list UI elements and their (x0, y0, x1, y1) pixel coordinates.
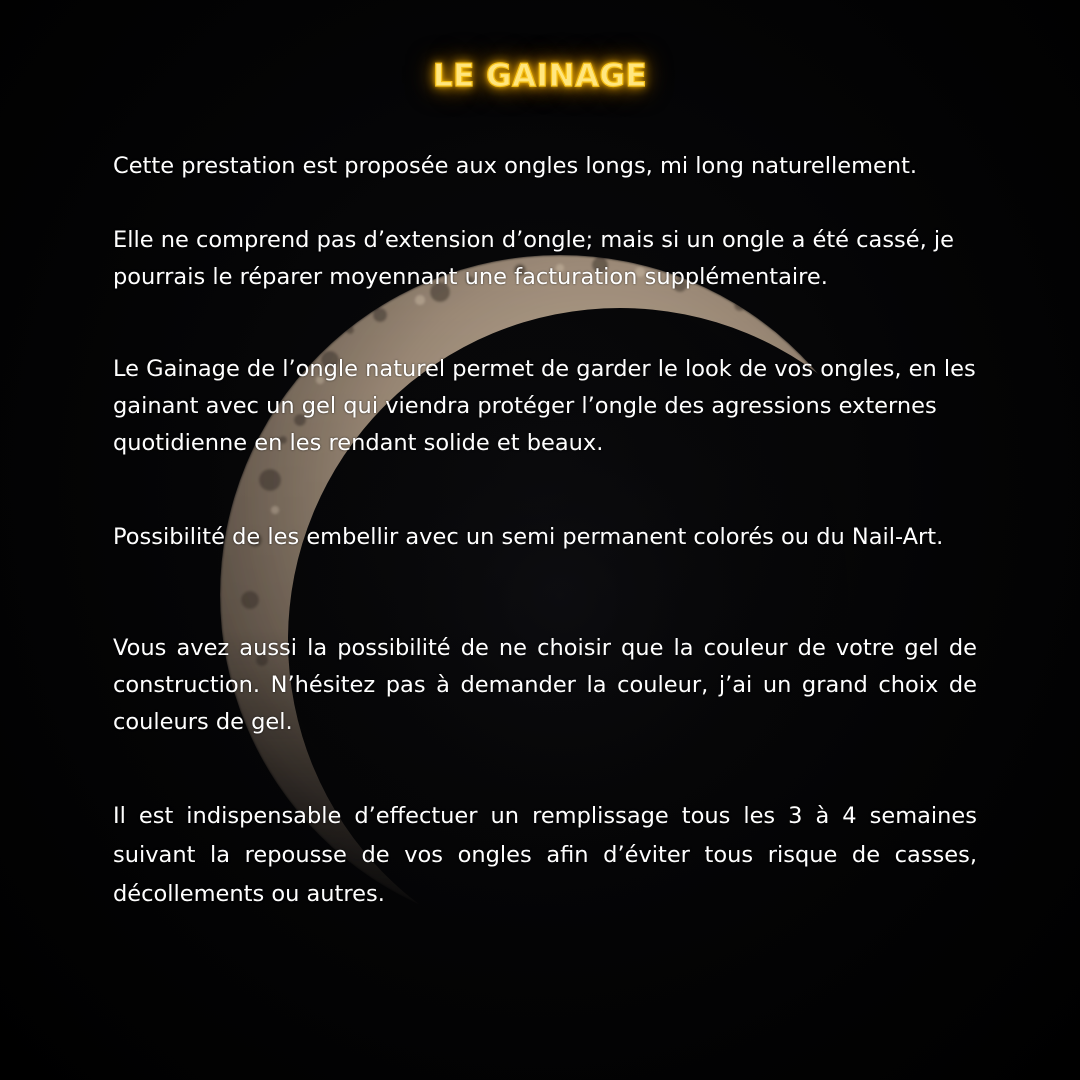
paragraph-gel-color: Vous avez aussi la possibilité de ne choisir que la couleur de votre gel de construction. N’hésitez pas à demander la couleur, j’ai un grand choix de couleurs de gel. (113, 635, 977, 735)
page-title: LE GAINAGE (432, 58, 648, 94)
paragraph-embellishment: Possibilité de les embellir avec un semi permanent colorés ou du Nail-Art. (113, 524, 944, 550)
paragraph-extension: Elle ne comprend pas d’extension d’ongle; mais si un ongle a été cassé, je pourrais le réparer moyennant une facturation supplémentaire. (113, 227, 955, 290)
paragraph-intro: Cette prestation est proposée aux ongles longs, mi long naturellement. (113, 153, 918, 179)
paragraph-refill: Il est indispensable d’effectuer un remplissage tous les 3 à 4 semaines suivant la repousse de vos ongles afin d’éviter tous risque de casses, décollements ou autres. (113, 803, 977, 907)
paragraph-gainage-description: Le Gainage de l’ongle naturel permet de garder le look de vos ongles, en les gainant avec un gel qui viendra protéger l’ongle des agressions externes quotidienne en les rendant solide et beaux. (113, 356, 976, 456)
